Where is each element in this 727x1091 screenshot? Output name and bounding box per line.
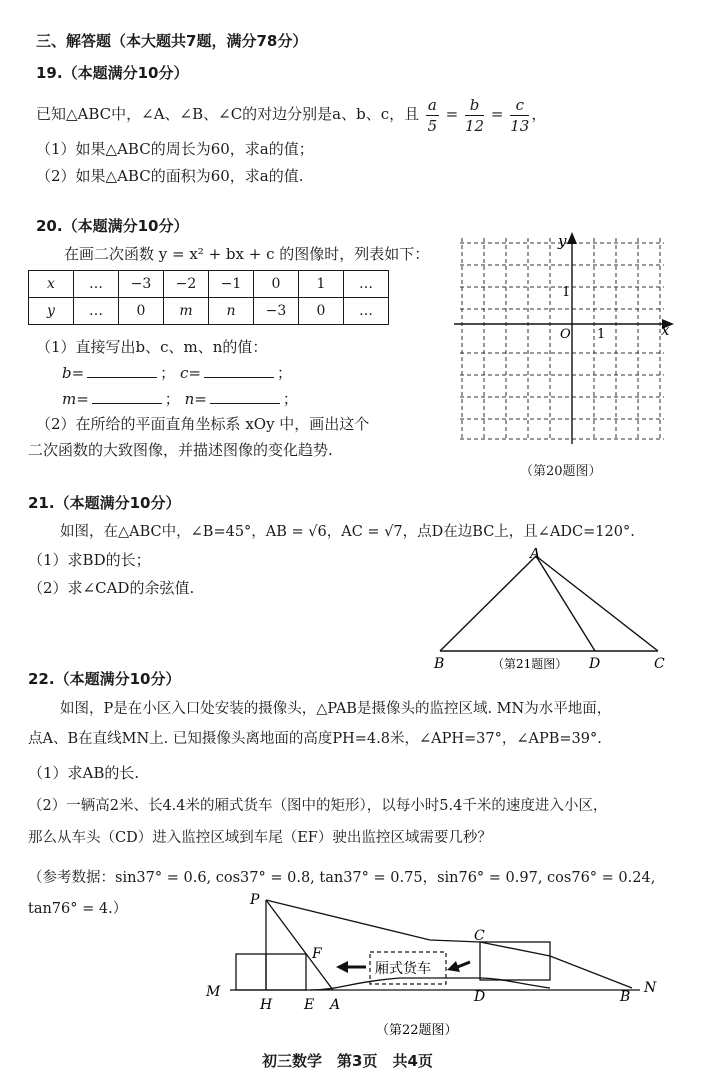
q19-stem — [36, 92, 546, 136]
q19-eq2: = — [490, 105, 504, 123]
table-cell: … — [74, 271, 119, 298]
section-header: 三、解答题（本大题共7题，满分78分） — [36, 32, 308, 50]
table-cell: 0 — [299, 298, 344, 325]
q22-ref-line2: tan76° = 4.） — [28, 901, 128, 917]
b-label: b= — [62, 364, 85, 382]
q22-line2: 点A、B在直线MN上. 已知摄像头离地面的高度PH=4.8米，∠APH=37°，∠APB=39°. — [28, 731, 602, 747]
point-h-label: H — [260, 997, 273, 1013]
table-cell: … — [344, 271, 389, 298]
q20-part2-line1: （2）在所给的平面直角坐标系 xOy 中，画出这个 — [36, 415, 370, 433]
camera-figure — [200, 888, 670, 1038]
table-cell: … — [344, 298, 389, 325]
q22-part2-line1: （2）一辆高2米、长4.4米的厢式货车（图中的矩形），以每小时5.4千米的速度进入小区， — [28, 798, 608, 814]
point-b-label: B — [620, 989, 631, 1005]
q21-part1: （1）求BD的长； — [28, 551, 151, 569]
q22-title: 22.（本题满分10分） — [28, 670, 181, 688]
c-blank[interactable] — [204, 377, 274, 378]
point-c-label: C — [474, 928, 485, 944]
q21-part2: （2）求∠CAD的余弦值. — [28, 579, 195, 597]
q20-part2-line2: 二次函数的大致图像，并描述图像的变化趋势. — [28, 441, 333, 459]
m-label: m= — [62, 390, 89, 408]
table-cell: −1 — [209, 271, 254, 298]
table-cell: 0 — [119, 298, 164, 325]
point-f-label: F — [312, 946, 322, 962]
q21-title: 21.（本题满分10分） — [28, 494, 181, 512]
point-b-label: B — [434, 656, 445, 672]
one-y-label: 1 — [562, 285, 571, 300]
m-blank[interactable] — [92, 403, 162, 404]
b-blank[interactable] — [87, 377, 157, 378]
table-row — [29, 271, 389, 298]
q19-tail: ， — [531, 105, 547, 123]
q22-line1: 如图，P是在小区入口处安装的摄像头，△PAB是摄像头的监控区域. MN为水平地面， — [60, 701, 612, 717]
table-cell: −3 — [254, 298, 299, 325]
n-blank[interactable] — [210, 403, 280, 404]
q19-title: 19.（本题满分10分） — [36, 64, 189, 82]
one-x-label: 1 — [597, 327, 606, 342]
arrow-left-icon — [336, 961, 348, 973]
table-cell: −3 — [119, 271, 164, 298]
q20-stem: 在画二次函数 y = x² + bx + c 的图像时，列表如下： — [64, 245, 430, 263]
table-cell: x — [29, 271, 74, 298]
y-axis-label: y — [558, 232, 567, 250]
table-cell: m — [164, 298, 209, 325]
segment-ad — [536, 556, 595, 651]
point-d-label: D — [474, 989, 486, 1005]
page-footer: 初三数学 第3页 共4页 — [262, 1052, 433, 1070]
triangle-figure — [430, 548, 680, 673]
q22-part2-line2: 那么从车头（CD）进入监控区域到车尾（EF）驶出监控区域需要几秒？ — [28, 830, 492, 846]
table-cell: 0 — [254, 271, 299, 298]
table-cell: n — [209, 298, 254, 325]
q19-frac-b: $\frac{b}{12}$ — [465, 95, 485, 135]
coordinate-grid — [448, 228, 688, 448]
segment-ab — [440, 556, 536, 651]
table-cell: 1 — [299, 271, 344, 298]
c-label: c= — [179, 364, 201, 382]
q19-part2: （2）如果△ABC的面积为60，求a的值. — [36, 167, 304, 185]
sep: ； — [164, 390, 180, 408]
segment-ac — [536, 556, 658, 651]
sep: ； — [160, 364, 176, 382]
sep: ； — [276, 364, 292, 382]
point-m-label: M — [206, 984, 221, 1000]
truck-left-rect — [236, 954, 306, 990]
truck-right-rect — [480, 942, 550, 980]
q22-part1: （1）求AB的长. — [28, 764, 140, 782]
q20-bc-line — [62, 362, 292, 383]
q22-ref-line1: （参考数据：sin37° = 0.6, cos37° = 0.8, tan37° = 0.75，sin76° = 0.97, cos76° = 0.24, — [28, 870, 656, 886]
y-axis-arrow-icon — [567, 232, 577, 244]
q20-title: 20.（本题满分10分） — [36, 217, 189, 235]
truck-label: 厢式货车 — [375, 961, 431, 977]
point-a-label: A — [530, 548, 541, 562]
table-cell: −2 — [164, 271, 209, 298]
q19-stem-text: 已知△ABC中，∠A、∠B、∠C的对边分别是a、b、c，且 — [36, 105, 420, 123]
q19-eq1: = — [445, 105, 459, 123]
q19-part1: （1）如果△ABC的周长为60，求a的值； — [36, 140, 314, 158]
q22-caption: （第22题图） — [376, 1023, 458, 1038]
q21-stem: 如图，在△ABC中，∠B=45°，AB = √6，AC = √7，点D在边BC上，且∠ADC=120°. — [60, 524, 635, 540]
n-label: n= — [184, 390, 207, 408]
q20-part1: （1）直接写出b、c、m、n的值： — [36, 338, 268, 356]
point-d-label: D — [589, 656, 601, 672]
point-p-label: P — [250, 892, 260, 908]
x-axis-label: x — [661, 321, 670, 339]
value-table — [28, 270, 389, 325]
q19-frac-c: $\frac{c}{13}$ — [510, 95, 530, 135]
point-e-label: E — [304, 997, 315, 1013]
table-cell: y — [29, 298, 74, 325]
sep: ； — [282, 390, 298, 408]
table-row — [29, 298, 389, 325]
q19-frac-a: $\frac{a}{5}$ — [427, 95, 438, 135]
origin-label: O — [560, 327, 571, 342]
point-n-label: N — [644, 980, 657, 996]
table-cell: … — [74, 298, 119, 325]
point-c-label: C — [654, 656, 665, 672]
q20-caption: （第20题图） — [520, 464, 602, 479]
point-a-label: A — [330, 997, 341, 1013]
q20-mn-line — [62, 388, 298, 409]
q21-caption: （第21题图） — [492, 657, 568, 671]
